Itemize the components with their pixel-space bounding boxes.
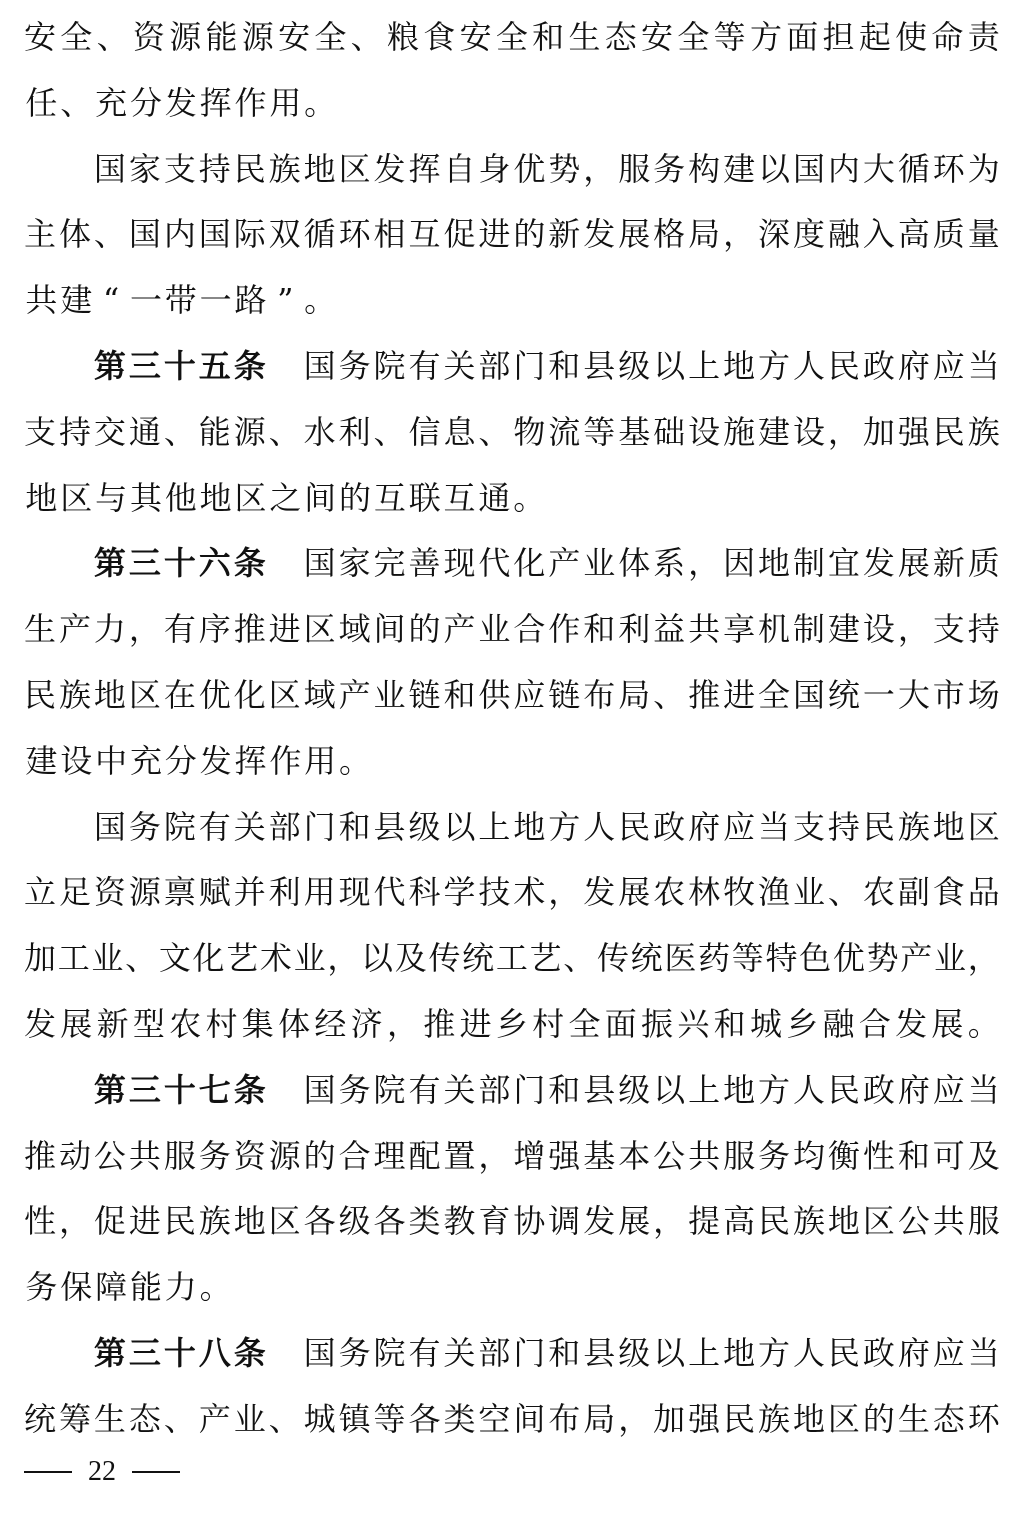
text-line: 国 务 院 有 关 部 门 和 县 级 以 上 地 方 人 民 政 府 应 当 支 持 民 族 地 区 xyxy=(93,807,1000,846)
text-line: 支 持 交 通 、 能 源 、 水 利 、 信 息 、 物 流 等 基 础 设 施 建 设 ， 加 强 民 族 xyxy=(24,412,1000,451)
text-line: 主 体 、 国 内 国 际 双 循 环 相 互 促 进 的 新 发 展 格 局 ， 深 度 融 入 高 质 量 xyxy=(24,215,1000,254)
text-line: 发 展 新 型 农 村 集 体 经 济 ， 推 进 乡 村 全 面 振 兴 和 城 乡 融 合 发 展 。 xyxy=(24,1005,1000,1043)
text-line: 第 三 十 七 条 国 务 院 有 关 部 门 和 县 级 以 上 地 方 人 民 政 府 应 当 xyxy=(93,1070,1000,1109)
footer-dash-right xyxy=(132,1471,180,1473)
text-line: 第 三 十 六 条 国 家 完 善 现 代 化 产 业 体 系 ， 因 地 制 宜 发 展 新 质 xyxy=(93,544,1000,583)
text-line: 第 三 十 五 条 国 务 院 有 关 部 门 和 县 级 以 上 地 方 人 民 政 府 应 当 xyxy=(93,347,1000,385)
text-line: 加 工 业 、 文 化 艺 术 业 ， 以 及 传 统 工 艺 、 传 统 医 药 等 特 色 优 势 产 业 ， xyxy=(24,939,1000,978)
text-line: 地区与其他地区之间的互联互通。 xyxy=(25,478,546,517)
text-line: 生 产 力 ， 有 序 推 进 区 域 间 的 产 业 合 作 和 利 益 共 享 机 制 建 设 ， 支 持 xyxy=(24,610,1000,649)
text-line: 推 动 公 共 服 务 资 源 的 合 理 配 置 ， 增 强 基 本 公 共 服 务 均 衡 性 和 可 及 xyxy=(24,1136,1000,1175)
text-line: 任、充分发挥作用。 xyxy=(25,83,337,122)
text-line: 立 足 资 源 禀 赋 并 利 用 现 代 科 学 技 术 ， 发 展 农 林 牧 渔 业 、 农 副 食 品 xyxy=(24,873,1000,912)
text-line: 务保障能力。 xyxy=(25,1268,232,1307)
text-line: 安 全 、 资 源 能 源 安 全 、 粮 食 安 全 和 生 态 安 全 等 方 面 担 起 使 命 责 xyxy=(24,18,1000,56)
text-line: 共建 “ 一带一路 ” 。 xyxy=(25,281,337,320)
page-footer xyxy=(24,1452,180,1492)
text-line: 性 ， 促 进 民 族 地 区 各 级 各 类 教 育 协 调 发 展 ， 提 高 民 族 地 区 公 共 服 xyxy=(24,1202,1000,1241)
text-line: 国 家 支 持 民 族 地 区 发 挥 自 身 优 势 ， 服 务 构 建 以 国 内 大 循 环 为 xyxy=(93,149,1000,188)
footer-dash-left xyxy=(24,1471,72,1473)
text-line: 第 三 十 八 条 国 务 院 有 关 部 门 和 县 级 以 上 地 方 人 民 政 府 应 当 xyxy=(93,1334,1000,1372)
page-number: 22 xyxy=(88,1456,116,1487)
text-line: 建设中充分发挥作用。 xyxy=(25,741,372,780)
text-line: 统 筹 生 态 、 产 业 、 城 镇 等 各 类 空 间 布 局 ， 加 强 民 族 地 区 的 生 态 环 xyxy=(24,1399,1000,1438)
text-line: 民 族 地 区 在 优 化 区 域 产 业 链 和 供 应 链 布 局 、 推 进 全 国 统 一 大 市 场 xyxy=(24,676,1000,714)
